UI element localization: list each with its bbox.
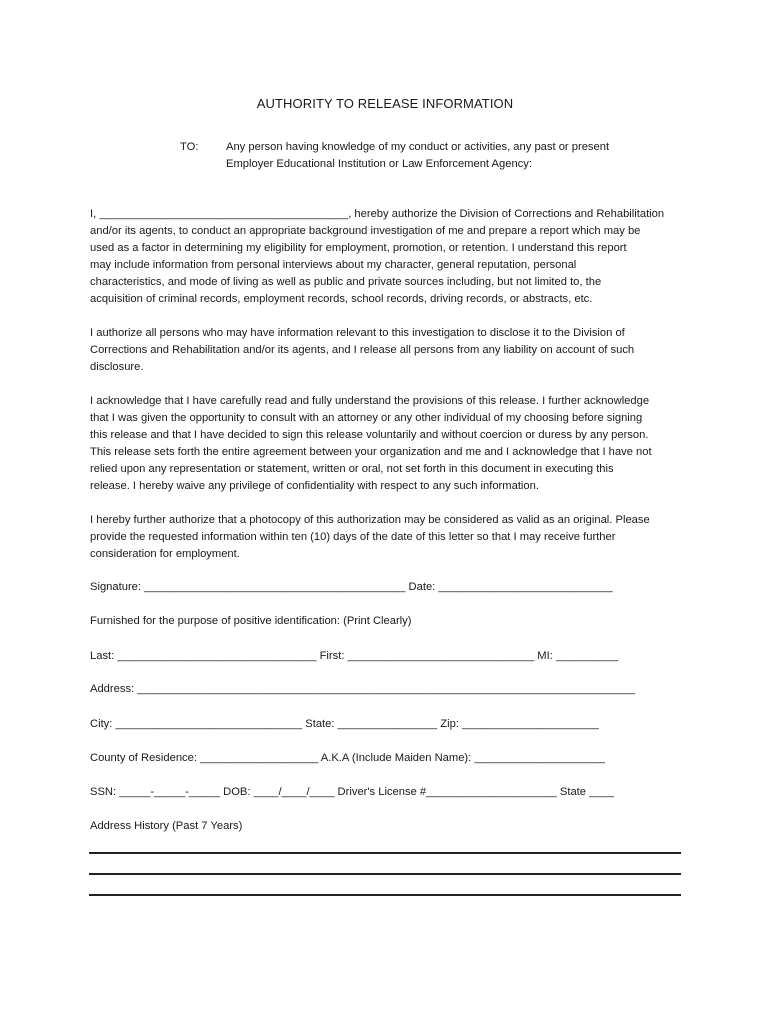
furnished-instruction: Furnished for the purpose of positive identification: (Print Clearly) <box>90 615 412 627</box>
paragraph-line: characteristics, and mode of living as well as public and private sources including, but not limited to, the <box>90 276 602 288</box>
to-label: TO: <box>180 141 199 153</box>
paragraph-line: I authorize all persons who may have information relevant to this investigation to disclose it to the Division of <box>90 327 625 339</box>
photocopy-paragraph <box>90 512 690 563</box>
address-field[interactable]: Address: ________________________________________________________________________________ <box>90 683 636 695</box>
name-field[interactable]: Last: ________________________________ First: ______________________________ MI: __________ <box>90 650 619 662</box>
address-history-line[interactable] <box>89 873 681 875</box>
paragraph-line: consideration for employment. <box>90 548 240 560</box>
address-history-line[interactable] <box>89 894 681 896</box>
paragraph-line: disclosure. <box>90 361 144 373</box>
signature-date-field[interactable]: Signature: __________________________________________ Date: ____________________________ <box>90 581 613 593</box>
paragraph-line: relied upon any representation or statement, written or oral, not set forth in this document in executing this <box>90 463 614 475</box>
disclosure-paragraph <box>90 325 690 376</box>
ssn-dob-license-field[interactable]: SSN: _____-_____-_____ DOB: ____/____/____ Driver's License #_____________________ State ____ <box>90 786 615 798</box>
paragraph-line: that I was given the opportunity to consult with an attorney or any other individual of my choosing before signing <box>90 412 643 424</box>
paragraph-line: Corrections and Rehabilitation and/or its agents, and I release all persons from any liability on account of such <box>90 344 635 356</box>
paragraph-line: may include information from personal interviews about my character, general reputation, personal <box>90 259 577 271</box>
paragraph-line: provide the requested information within ten (10) days of the date of this letter so that I may receive further <box>90 531 616 543</box>
address-history-line[interactable] <box>89 852 681 854</box>
to-recipients <box>226 139 666 173</box>
paragraph-line: and/or its agents, to conduct an appropriate background investigation of me and prepare a report which may be <box>90 225 641 237</box>
to-line: Any person having knowledge of my conduct or activities, any past or present <box>226 141 610 153</box>
county-aka-field[interactable]: County of Residence: ___________________ A.K.A (Include Maiden Name): _____________________ <box>90 752 606 764</box>
document-title: AUTHORITY TO RELEASE INFORMATION <box>256 96 514 111</box>
address-history-label: Address History (Past 7 Years) <box>90 820 243 832</box>
paragraph-line: release. I hereby waive any privilege of confidentiality with respect to any such information. <box>90 480 539 492</box>
paragraph-line: acquisition of criminal records, employment records, school records, driving records, or abstracts, etc. <box>90 293 593 305</box>
paragraph-line: this release and that I have decided to sign this release voluntarily and without coercion or duress by any person. <box>90 429 649 441</box>
to-line: Employer Educational Institution or Law Enforcement Agency: <box>226 158 532 170</box>
paragraph-line: This release sets forth the entire agreement between your organization and me and I acknowledge that I have not <box>90 446 652 458</box>
paragraph-line: I acknowledge that I have carefully read and fully understand the provisions of this release. I further acknowledge <box>90 395 650 407</box>
acknowledgement-paragraph <box>90 393 690 495</box>
paragraph-line: used as a factor in determining my eligibility for employment, promotion, or retention. I understand this report <box>90 242 627 254</box>
paragraph-line[interactable]: I, ________________________________________, hereby authorize the Division of Corrections and Rehabilitation <box>90 208 665 220</box>
paragraph-line: I hereby further authorize that a photocopy of this authorization may be considered as valid as an original. Please <box>90 514 650 526</box>
authorization-paragraph <box>90 206 690 308</box>
city-state-zip-field[interactable]: City: ______________________________ State: ________________ Zip: ______________________ <box>90 718 599 730</box>
